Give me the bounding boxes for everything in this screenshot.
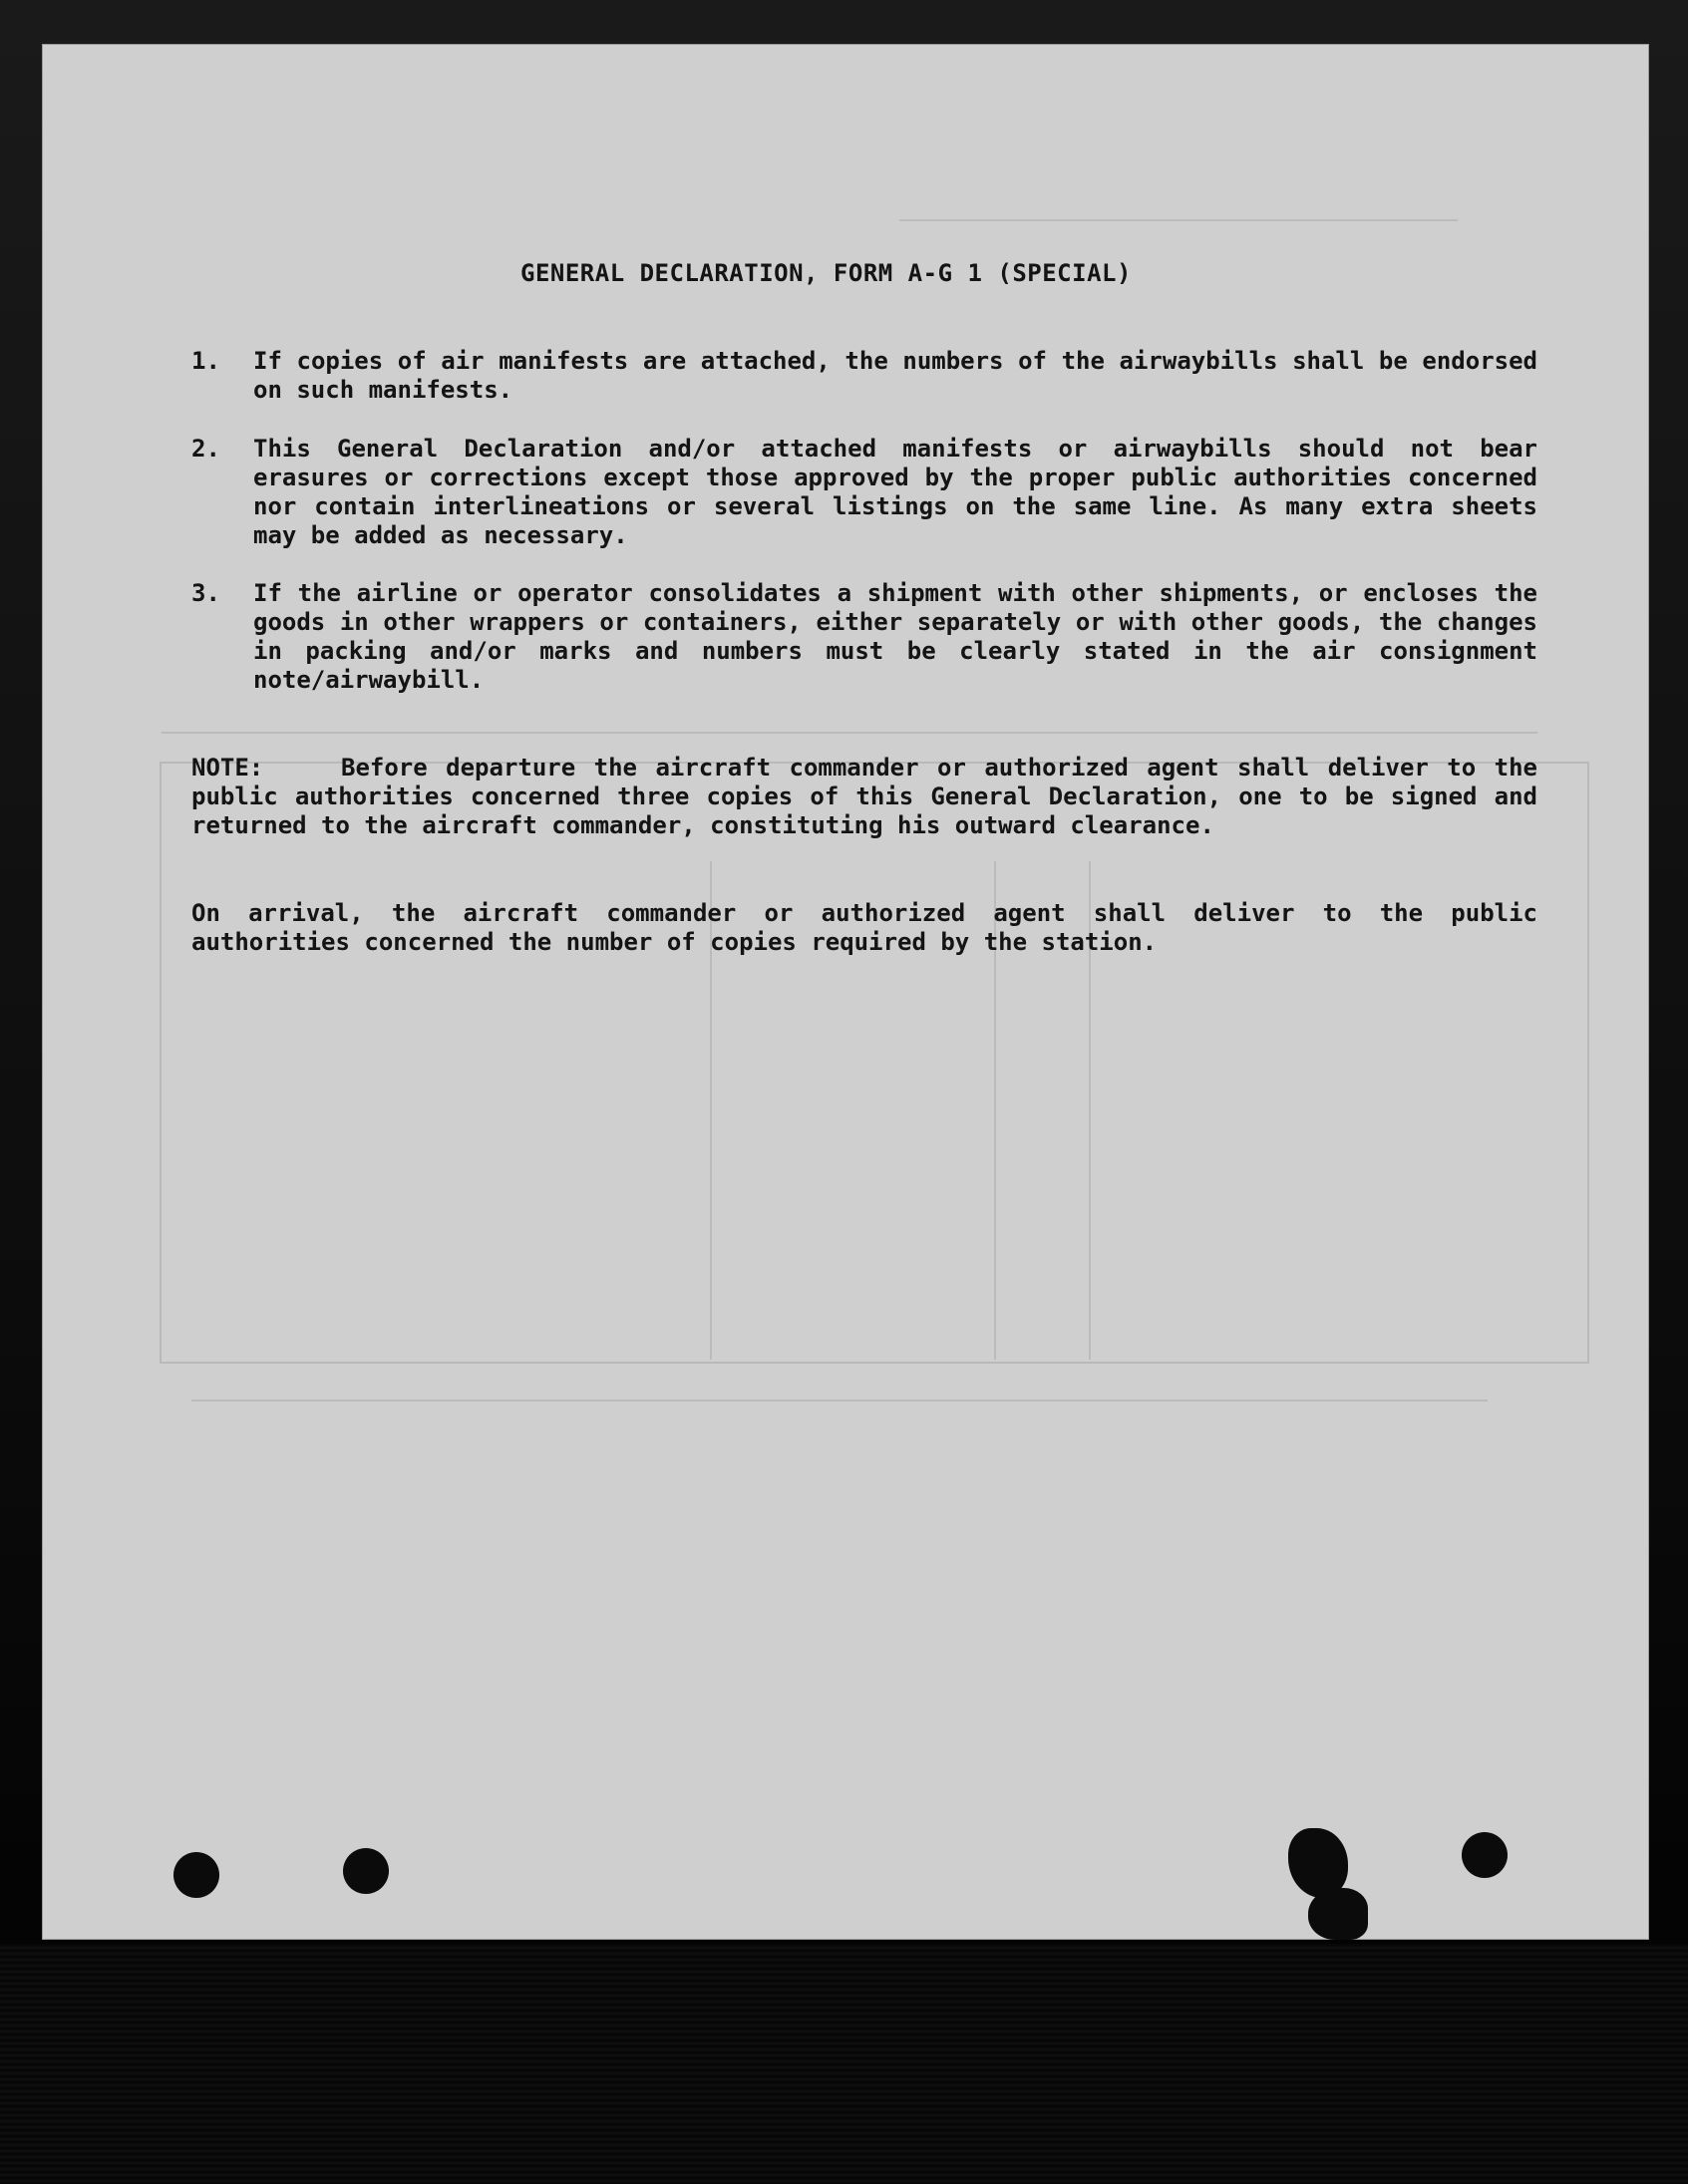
item-text: This General Declaration and/or attached manifests or airwaybills should not bear erasures or corrections except those approved by the proper public authorities concerned nor contain interlineations or several listings on the same line. As many extra sheets may be added as necessary.: [253, 435, 1537, 549]
item-number: 3.: [191, 579, 220, 607]
note-label: NOTE:: [191, 754, 264, 781]
note-paragraph: [191, 754, 1537, 840]
declaration-text: [42, 44, 1649, 1940]
item-number: 2.: [191, 435, 220, 463]
instruction-item-3: [191, 579, 1537, 695]
page-title: GENERAL DECLARATION, FORM A-G 1 (SPECIAL): [520, 259, 1132, 287]
note-text: Before departure the aircraft commander or authorized agent shall deliver to the public authorities concerned three copies of this General Declaration, one to be signed and returned to the aircraft commander, constituting his outward clearance.: [191, 754, 1537, 839]
punch-hole: [173, 1852, 219, 1898]
item-text: If the airline or operator consolidates a shipment with other shipments, or encloses the goods in other wrappers or containers, either separately or with other goods, the changes in packing and/or marks and numbers must be clearly stated in the air consignment note/airwaybill.: [253, 579, 1537, 694]
ink-blot: [1308, 1888, 1368, 1940]
item-number: 1.: [191, 347, 220, 375]
scanner-bed-band: [0, 1944, 1688, 2184]
instruction-item-2: [191, 435, 1537, 550]
instruction-item-1: [191, 347, 1537, 405]
item-text: If copies of air manifests are attached, the numbers of the airwaybills shall be endorsed on such manifests.: [253, 347, 1537, 404]
punch-hole: [343, 1848, 389, 1894]
document-page: [42, 44, 1649, 1940]
arrival-paragraph: On arrival, the aircraft commander or authorized agent shall deliver to the public authorities concerned the number of copies required by the station.: [191, 899, 1537, 956]
punch-hole: [1462, 1832, 1508, 1878]
